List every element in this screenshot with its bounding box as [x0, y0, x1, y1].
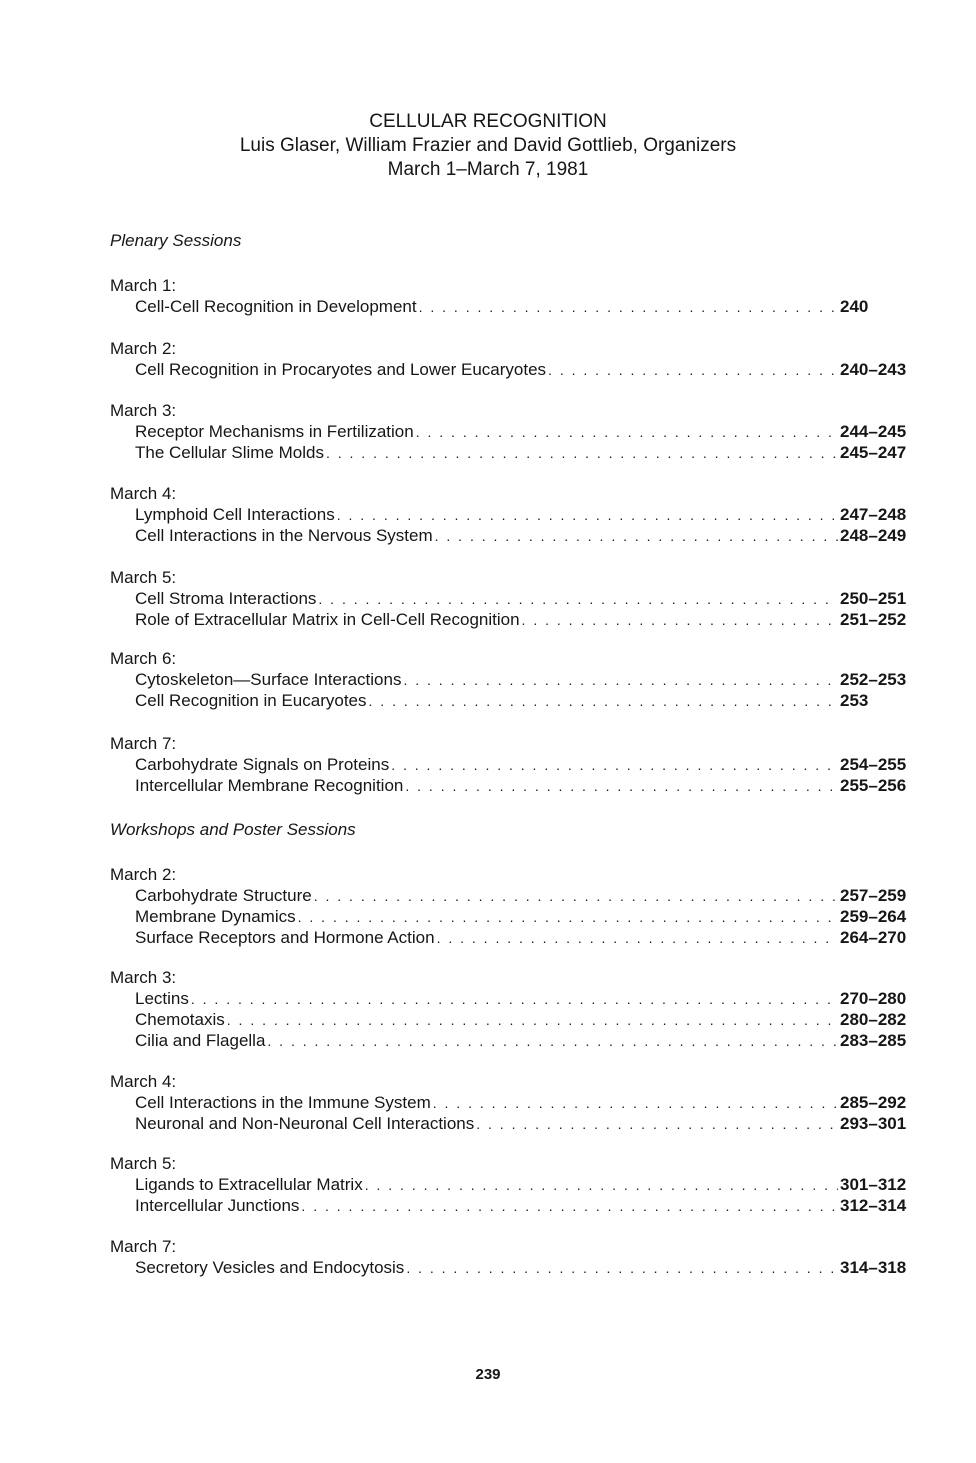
plenary-group-march-1: [110, 276, 922, 317]
entry-title: Cell-Cell Recognition in Development: [135, 297, 417, 316]
entry-title: Secretory Vesicles and Endocytosis: [135, 1258, 405, 1277]
plenary-group-march-4: [110, 484, 922, 546]
toc-entry: [110, 609, 922, 630]
entry-pages: 253: [840, 691, 869, 710]
dot-leader: [403, 670, 838, 691]
plenary-group-march-6: [110, 649, 922, 711]
entry-pages: 283–285: [840, 1031, 907, 1050]
toc-entry: [110, 442, 922, 463]
group-date: March 3:: [110, 968, 177, 987]
entry-pages: 254–255: [840, 755, 907, 774]
entry-pages: 312–314: [840, 1196, 907, 1215]
toc-entry: [110, 775, 922, 796]
toc-entry: [110, 296, 922, 317]
toc-entry: [110, 754, 922, 775]
toc-entry: [110, 1030, 922, 1051]
entry-title: Surface Receptors and Hormone Action: [135, 928, 435, 947]
dot-leader: [419, 297, 838, 318]
toc-entry: [110, 1092, 922, 1113]
entry-title: Carbohydrate Structure: [135, 886, 312, 905]
toc-entry: [110, 669, 922, 690]
date-range: March 1–March 7, 1981: [387, 159, 589, 180]
dot-leader: [191, 989, 838, 1010]
group-date: March 5:: [110, 1154, 177, 1173]
dot-leader: [298, 907, 838, 928]
document-header: [0, 110, 976, 182]
dot-leader: [416, 422, 838, 443]
group-date: March 7:: [110, 734, 177, 753]
workshop-group-march-2: [110, 865, 922, 948]
entry-title: Cell Recognition in Eucaryotes: [135, 691, 367, 710]
dot-leader: [522, 610, 838, 631]
dot-leader: [476, 1114, 838, 1135]
group-date: March 2:: [110, 339, 177, 358]
entry-title: Cell Interactions in the Immune System: [135, 1093, 431, 1112]
dot-leader: [405, 776, 838, 797]
entry-title: Lectins: [135, 989, 189, 1008]
entry-title: Cilia and Flagella: [135, 1031, 266, 1050]
group-date: March 5:: [110, 568, 177, 587]
toc-entry: [110, 1257, 922, 1278]
entry-title: The Cellular Slime Molds: [135, 443, 324, 462]
toc-entry: [110, 1113, 922, 1134]
dot-leader: [326, 443, 838, 464]
toc-entry: [110, 359, 922, 380]
entry-title: Ligands to Extracellular Matrix: [135, 1175, 363, 1194]
dot-leader: [391, 755, 838, 776]
toc-entry: [110, 690, 922, 711]
entry-title: Intercellular Junctions: [135, 1196, 300, 1215]
entry-pages: 251–252: [840, 610, 907, 629]
entry-pages: 314–318: [840, 1258, 907, 1277]
dot-leader: [406, 1258, 838, 1279]
entry-pages: 240–243: [840, 360, 907, 379]
entry-pages: 248–249: [840, 526, 907, 545]
toc-entry: [110, 1009, 922, 1030]
dot-leader: [365, 1175, 838, 1196]
plenary-group-march-2: [110, 339, 922, 380]
dot-leader: [435, 526, 838, 547]
entry-pages: 264–270: [840, 928, 907, 947]
entry-title: Chemotaxis: [135, 1010, 225, 1029]
plenary-sessions-heading: Plenary Sessions: [110, 231, 242, 250]
toc-entry: [110, 1174, 922, 1195]
entry-pages: 257–259: [840, 886, 907, 905]
entry-pages: 252–253: [840, 670, 907, 689]
toc-entry: [110, 504, 922, 525]
toc-entry: [110, 906, 922, 927]
entry-pages: 301–312: [840, 1175, 907, 1194]
page-number: 239: [475, 1366, 501, 1383]
dot-leader: [314, 886, 838, 907]
group-date: March 1:: [110, 276, 177, 295]
organizers-line: Luis Glaser, William Frazier and David Gottlieb, Organizers: [239, 135, 737, 156]
entry-pages: 240: [840, 297, 869, 316]
toc-entry: [110, 1195, 922, 1216]
entry-title: Carbohydrate Signals on Proteins: [135, 755, 390, 774]
dot-leader: [267, 1031, 838, 1052]
toc-entry: [110, 588, 922, 609]
entry-pages: 259–264: [840, 907, 907, 926]
entry-title: Neuronal and Non-Neuronal Cell Interactions: [135, 1114, 475, 1133]
entry-title: Cell Interactions in the Nervous System: [135, 526, 433, 545]
dot-leader: [548, 360, 838, 381]
toc-entry: [110, 927, 922, 948]
entry-pages: 250–251: [840, 589, 907, 608]
entry-pages: 280–282: [840, 1010, 907, 1029]
dot-leader: [433, 1093, 838, 1114]
dot-leader: [369, 691, 838, 712]
toc-entry: [110, 525, 922, 546]
dot-leader: [337, 505, 838, 526]
entry-pages: 245–247: [840, 443, 907, 462]
toc-entry: [110, 988, 922, 1009]
workshops-heading: Workshops and Poster Sessions: [110, 820, 356, 839]
toc-entry: [110, 885, 922, 906]
workshop-group-march-5: [110, 1154, 922, 1216]
dot-leader: [437, 928, 838, 949]
plenary-group-march-5: [110, 568, 922, 630]
dot-leader: [301, 1196, 838, 1217]
document-title: CELLULAR RECOGNITION: [369, 111, 607, 132]
entry-title: Membrane Dynamics: [135, 907, 296, 926]
entry-title: Intercellular Membrane Recognition: [135, 776, 404, 795]
group-date: March 2:: [110, 865, 177, 884]
entry-pages: 255–256: [840, 776, 907, 795]
entry-pages: 247–248: [840, 505, 907, 524]
entry-title: Receptor Mechanisms in Fertilization: [135, 422, 414, 441]
entry-pages: 244–245: [840, 422, 907, 441]
dot-leader: [227, 1010, 838, 1031]
group-date: March 6:: [110, 649, 177, 668]
entry-pages: 293–301: [840, 1114, 907, 1133]
group-date: March 4:: [110, 484, 177, 503]
dot-leader: [318, 589, 838, 610]
plenary-group-march-3: [110, 401, 922, 463]
workshop-group-march-7: [110, 1237, 922, 1278]
group-date: March 4:: [110, 1072, 177, 1091]
entry-pages: 285–292: [840, 1093, 907, 1112]
workshop-group-march-4: [110, 1072, 922, 1134]
entry-title: Cell Recognition in Procaryotes and Lower Eucaryotes: [135, 360, 547, 379]
group-date: March 3:: [110, 401, 177, 420]
toc-entry: [110, 421, 922, 442]
entry-title: Cell Stroma Interactions: [135, 589, 317, 608]
workshop-group-march-3: [110, 968, 922, 1051]
entry-pages: 270–280: [840, 989, 907, 1008]
plenary-group-march-7: [110, 734, 922, 796]
entry-title: Lymphoid Cell Interactions: [135, 505, 335, 524]
group-date: March 7:: [110, 1237, 177, 1256]
entry-title: Cytoskeleton—Surface Interactions: [135, 670, 402, 689]
entry-title: Role of Extracellular Matrix in Cell-Cell Recognition: [135, 610, 520, 629]
